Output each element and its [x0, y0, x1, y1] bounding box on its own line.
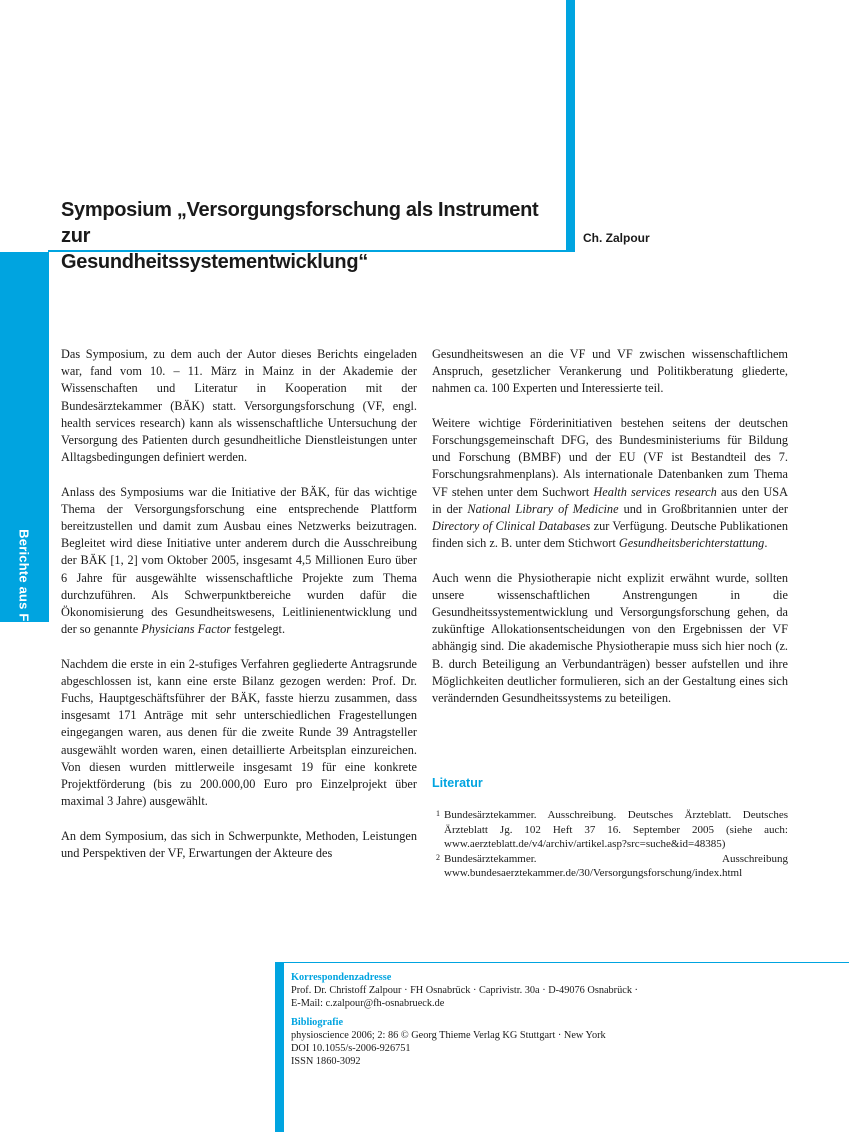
literature-heading: Literatur: [432, 776, 483, 790]
correspondence-email: E-Mail: c.zalpour@fh-osnabrueck.de: [291, 997, 445, 1009]
reference-text: Bundesärztekammer. Ausschreibung www.bundesaerztekammer.de/30/Versorgungsforschung/index.html: [444, 852, 788, 879]
reference-text: Bundesärztekammer. Ausschreibung. Deutsches Ärzteblatt. Deutsches Ärzteblatt Jg. 102 Heft 37 16. September 2005 (siehe auch: www.aerzteblatt.de/v4/archiv/artikel.asp?src=suche&id=48385): [444, 809, 788, 850]
title-line-1: Symposium „Versorgungsforschung als Instrument zur: [61, 199, 539, 247]
correspondence-heading: Korrespondenzadresse: [291, 972, 392, 983]
body-column-right: [432, 346, 788, 724]
reference-list: [436, 808, 788, 881]
page-number: 86: [18, 846, 31, 858]
paragraph: Weitere wichtige Förderinitiativen bestehen seitens der deutschen Forschungsgemeinschaft DFG, des Bundesministeriums für Bildung und Forschung (BMBF) und der EU (VF ist Bestandteil des 7. Forschungsrahmenplans). Als internationale Datenbanken zum Thema VF stehen unter dem Suchwort Health services research aus den USA in der National Library of Medicine und in Großbritannien unter der Directory of Clinical Databases zur Verfügung. Deutsche Publikationen finden sich z. B. unter dem Stichwort Gesundheitsberichterstattung.: [432, 415, 788, 551]
correspondence-box: [291, 972, 831, 1069]
reference-number: 1: [436, 809, 440, 818]
reference-item: [436, 808, 788, 852]
paragraph: Gesundheitswesen an die VF und VF zwischen wissenschaftlichem Anspruch, gesetzlicher Verankerung und Politikberatung gliederte, nahmen ca. 100 Experten und Interessierte teil.: [432, 347, 788, 396]
paragraph: Nachdem die erste in ein 2-stufiges Verfahren gegliederte Antragsrunde abgeschlossen ist, kann eine erste Bilanz gezogen werden: Prof. Dr. Fuchs, Hauptgeschäftsführer der BÄK, fasste hierzu zusammen, dass insgesamt 171 Anträge mit sehr unterschiedlichen Fragestellungen eingegangen waren, aus denen für die zweite Runde 39 Antragsteller ausgewählt worden waren, einen detaillierte Arbeitsplan einzureichen. Von diesen wurden mittlerweile insgesamt 19 für eine konkrete Projektförderung (bis zu 200.000,00 Euro pro Einzelprojekt über maximal 3 Jahre) ausgewählt.: [61, 656, 417, 809]
footer-accent-bar: [275, 962, 284, 1132]
paragraph: Auch wenn die Physiotherapie nicht explizit erwähnt wurde, sollten unsere wissenschaftlichen Anstrengungen in die Gesundheitssystementwicklung und Versorgungsforschung gehen, da zukünftige Allokationsentscheidungen von den Ergebnissen der VF abhängig sind. Die akademische Physiotherapie muss sich hier noch (z. B. durch Beteiligung an Verbundanträgen) besser aufstellen und ihre Möglichkeiten deutlicher formulieren, sich an der Gestaltung eines sich verändernden Gesundheitssystems zu beteiligen.: [432, 570, 788, 706]
correspondence-address: Prof. Dr. Christoff Zalpour · FH Osnabrück · Caprivistr. 30a · D-49076 Osnabrück ·: [291, 984, 638, 996]
bibliography-issn: ISSN 1860-3092: [291, 1055, 361, 1067]
bibliography-doi: DOI 10.1055/s-2006-926751: [291, 1042, 411, 1054]
accent-bar-top: [566, 0, 575, 252]
section-label: Berichte aus Forschung und Lehre: [16, 529, 32, 751]
footer-rule: [284, 962, 849, 963]
reference-item: [436, 852, 788, 881]
body-column-left: [61, 346, 417, 879]
bibliography-citation: physioscience 2006; 2: 86 © Georg Thieme Verlag KG Stuttgart · New York: [291, 1030, 606, 1042]
paragraph: Anlass des Symposiums war die Initiative der BÄK, für das wichtige Thema der Versorgungsforschung eine entsprechende Plattform bereitzustellen und damit zum Ausbau eines Netzwerks beizutragen. Begleitet wird diese Initiative unter anderem durch die Ausschreibung der BÄK [1, 2] vom Oktober 2005, insgesamt 4,5 Millionen Euro über 6 Jahre für ausgewählte wissenschaftliche Projekte zum Thema durchzuführen. Als Schwerpunktbereiche wurden dafür die Ökonomisierung des Gesundheitswesens, Leitlinienentwicklung und der so genannte Physicians Factor festgelegt.: [61, 484, 417, 637]
title-line-2: Gesundheitssystementwicklung“: [61, 251, 368, 273]
reference-number: 2: [436, 852, 440, 862]
author-name: Ch. Zalpour: [583, 231, 650, 245]
article-title: [61, 197, 566, 275]
section-tab: [0, 252, 49, 858]
paragraph: Das Symposium, zu dem auch der Autor dieses Berichts eingeladen war, fand vom 10. – 11. März in Mainz in der Akademie der Wissenschaften und Literatur in Kooperation mit der Bundesärztekammer (BÄK) statt. Versorgungsforschung (VF, engl. health services research) kann als wissenschaftliche Untersuchung der Versorgung des Patienten durch gesundheitliche Dienstleistungen unter Alltagsbedingungen definiert werden.: [61, 347, 417, 465]
bibliography-heading: Bibliografie: [291, 1017, 344, 1029]
paragraph: An dem Symposium, das sich in Schwerpunkte, Methoden, Leistungen und Perspektiven der VF, Erwartungen der Akteure des: [61, 828, 417, 860]
